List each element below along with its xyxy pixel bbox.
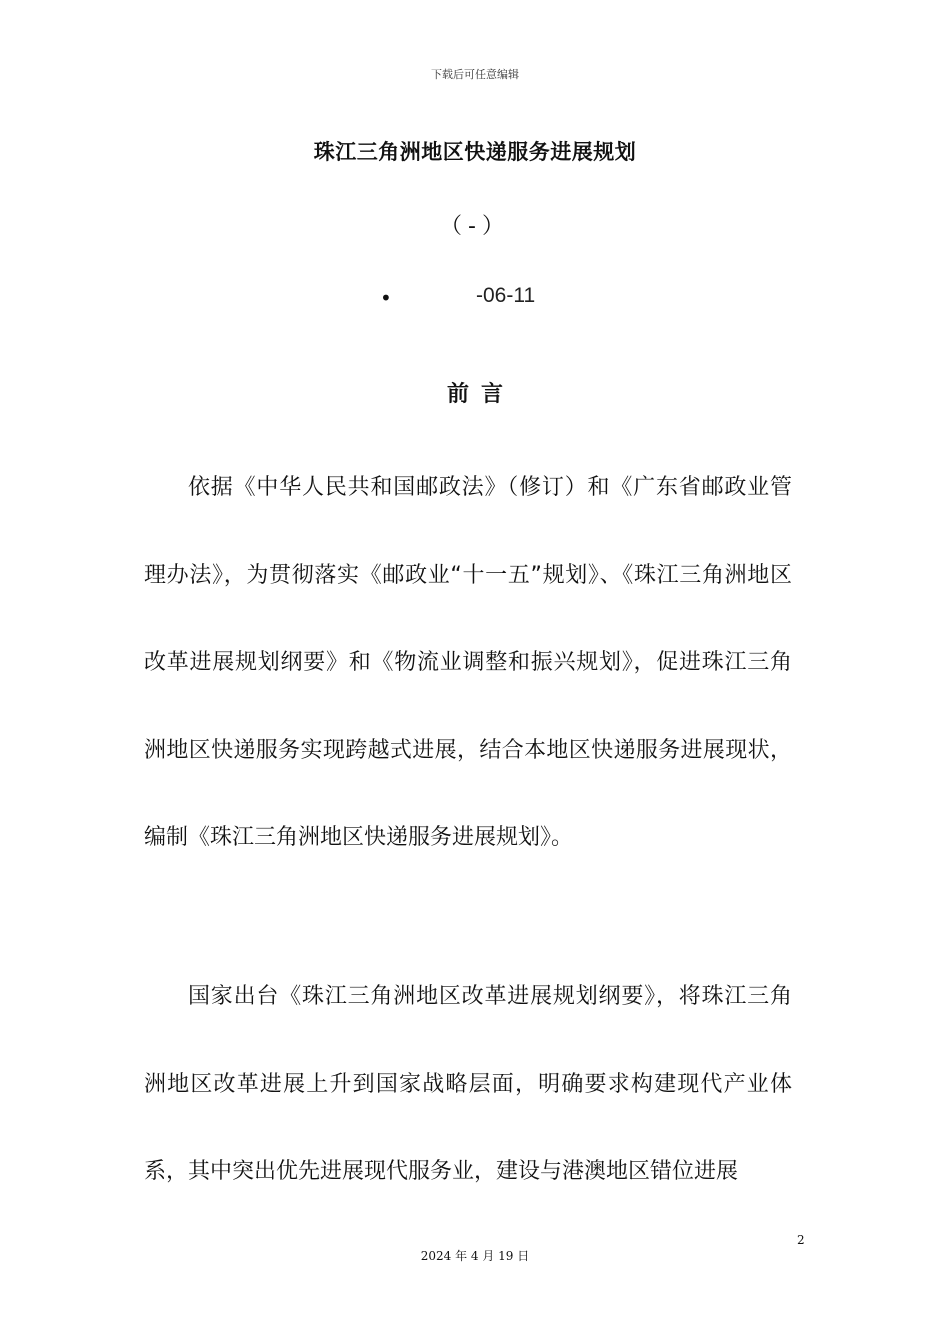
document-title: 珠江三角洲地区快递服务进展规划 xyxy=(313,140,637,164)
paragraph-2: 国家出台《珠江三角洲地区改革进展规划纲要》，将珠江三角洲地区改革进展上升到国家战略层面，明确要求构建现代产业体系，其中突出优先进展现代服务业，建设与港澳地区错位进展 xyxy=(144,984,792,1184)
footer-date: 2024 年 4 月 19 日 xyxy=(420,1249,530,1263)
bullet-icon: • xyxy=(380,286,392,310)
paragraph-1: 依据《中华人民共和国邮政法》（修订）和《广东省邮政业管理办法》，为贯彻落实《邮政业“十一五”规划》、《珠江三角洲地区改革进展规划纲要》和《物流业调整和振兴规划》，促进珠江三角洲地区快递服务实现跨越式进展，结合本地区快递服务进展现状，编制《珠江三角洲地区快递服务进展规划》。 xyxy=(144,475,792,850)
publish-date: -06-11 xyxy=(476,284,536,307)
document-subtitle: （-） xyxy=(440,214,510,239)
header-note: 下载后可任意编辑 xyxy=(431,68,519,81)
date-line xyxy=(0,284,950,312)
page-number: 2 xyxy=(797,1233,805,1247)
section-heading: 前言 xyxy=(446,382,515,407)
